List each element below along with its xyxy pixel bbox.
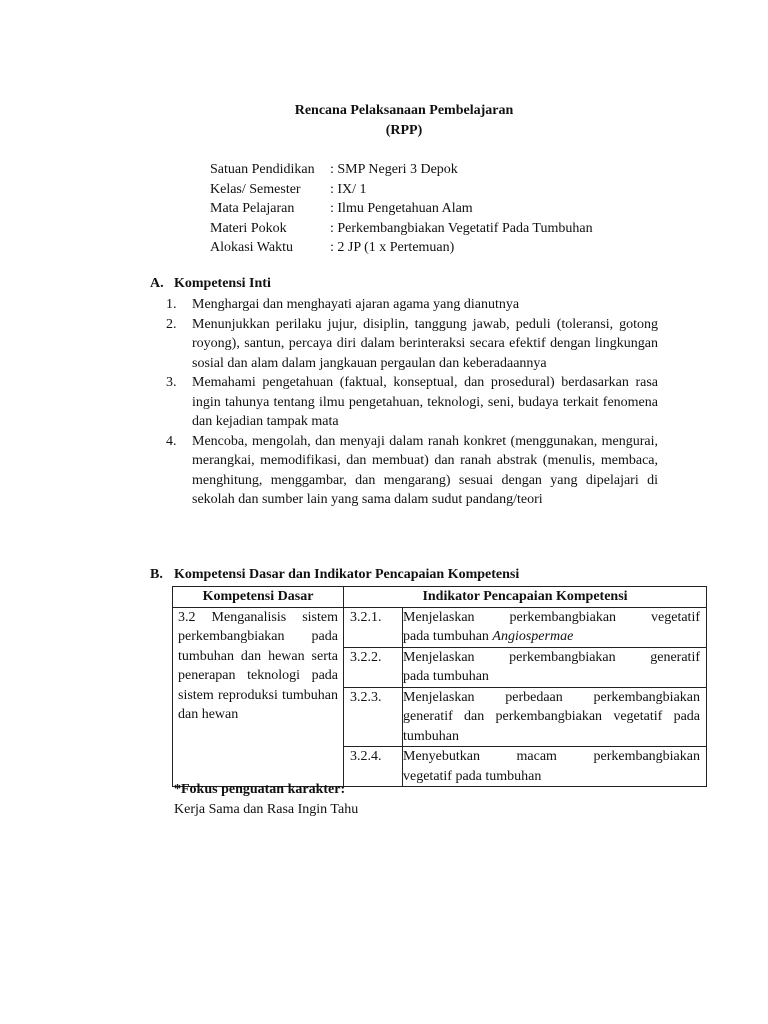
list-item	[166, 432, 658, 510]
list-item	[166, 315, 658, 374]
indicator-number: 3.2.1.	[344, 607, 403, 647]
list-item	[166, 373, 658, 432]
list-number: 3.	[166, 375, 177, 390]
indicator-number: 3.2.2.	[344, 647, 403, 687]
indicator-line: pada tumbuhan	[403, 669, 489, 684]
table-header-row	[173, 587, 707, 608]
identity-label: Satuan Pendidikan	[210, 162, 315, 177]
identity-block	[210, 160, 593, 258]
identity-label: Alokasi Waktu	[210, 240, 293, 255]
table-row	[173, 607, 707, 647]
indicator-line: generatif dan perkembangbiakan vegetatif pada tumbuhan	[403, 709, 700, 744]
section-title: Kompetensi Inti	[174, 276, 271, 291]
column-header: Indikator Pencapaian Kompetensi	[344, 587, 707, 608]
list-number: 4.	[166, 433, 177, 449]
indicator-line: pada tumbuhan	[403, 629, 493, 644]
section-b-heading	[150, 567, 519, 583]
list-number: 1.	[166, 297, 177, 312]
focus-text: Kerja Sama dan Rasa Ingin Tahu	[174, 802, 359, 817]
indicator-line: vegetatif pada tumbuhan	[403, 768, 542, 784]
indicator-text	[403, 687, 707, 747]
column-header: Kompetensi Dasar	[173, 587, 344, 608]
identity-value: : Perkembangbiakan Vegetatif Pada Tumbuhan	[330, 220, 593, 236]
section-title: Kompetensi Dasar dan Indikator Pencapaian Kompetensi	[174, 567, 520, 582]
document-subtitle: (RPP)	[385, 123, 423, 138]
section-letter: B.	[150, 567, 163, 582]
indicator-italic: Angiospermae	[492, 629, 574, 644]
indicator-number: 3.2.3.	[344, 687, 403, 747]
identity-row	[210, 238, 593, 258]
identity-value: : 2 JP (1 x Pertemuan)	[330, 240, 455, 255]
identity-row	[210, 219, 593, 239]
indicator-line: Menjelaskan perbedaan perkembangbiakan	[403, 689, 700, 705]
identity-row	[210, 180, 593, 200]
list-text: Menunjukkan perilaku jujur, disiplin, tanggung jawab, peduli (toleransi, gotong royong), santun, percaya diri dalam berinteraksi secara efektif dengan lingkungan sosial dan alam dalam jangkauan pergaulan dan keberadaannya	[192, 316, 658, 371]
list-number: 2.	[166, 316, 177, 332]
identity-label: Kelas/ Semester	[210, 181, 301, 197]
competency-table	[172, 586, 707, 787]
indicator-number: 3.2.4.	[344, 747, 403, 787]
kompetensi-inti-list	[166, 295, 658, 510]
list-text: Menghargai dan menghayati ajaran agama yang dianutnya	[192, 297, 520, 312]
identity-row	[210, 199, 593, 219]
identity-value: : SMP Negeri 3 Depok	[330, 162, 458, 177]
indicator-text	[403, 747, 707, 787]
indicator-line: Menyebutkan macam perkembangbiakan	[403, 749, 700, 764]
kompetensi-dasar-cell: 3.2 Menganalisis sistem perkembangbiakan pada tumbuhan dan hewan serta penerapan teknologi pada sistem reproduksi tumbuhan dan hewan	[173, 607, 344, 787]
identity-value: : Ilmu Pengetahuan Alam	[330, 201, 473, 216]
indicator-line: Menjelaskan perkembangbiakan generatif	[403, 649, 700, 665]
list-item	[166, 295, 658, 315]
identity-row	[210, 160, 593, 180]
indicator-text	[403, 607, 707, 647]
list-text: Memahami pengetahuan (faktual, konseptual, dan prosedural) berdasarkan rasa ingin tahunya tentang ilmu pengetahuan, teknologi, seni, budaya terkait fenomena dan kejadian tampak mata	[192, 375, 658, 429]
identity-label: Mata Pelajaran	[210, 201, 295, 216]
list-text: Mencoba, mengolah, dan menyaji dalam ranah konkret (menggunakan, mengurai, merangkai, memodifikasi, dan membuat) dan ranah abstrak (menulis, membaca, menghitung, menggambar, dan mengarang) sesuai dengan yang dipelajari di sekolah dan sumber lain yang sama dalam sudut pandang/teori	[192, 433, 658, 507]
focus-heading: *Fokus penguatan karakter:	[174, 782, 346, 797]
indicator-line: Menjelaskan perkembangbiakan vegetatif	[403, 609, 700, 625]
identity-value: : IX/ 1	[330, 181, 367, 197]
identity-label: Materi Pokok	[210, 220, 287, 236]
section-a-heading	[150, 276, 271, 292]
section-letter: A.	[150, 276, 164, 291]
document-title: Rencana Pelaksanaan Pembelajaran	[294, 103, 514, 118]
indicator-text	[403, 647, 707, 687]
